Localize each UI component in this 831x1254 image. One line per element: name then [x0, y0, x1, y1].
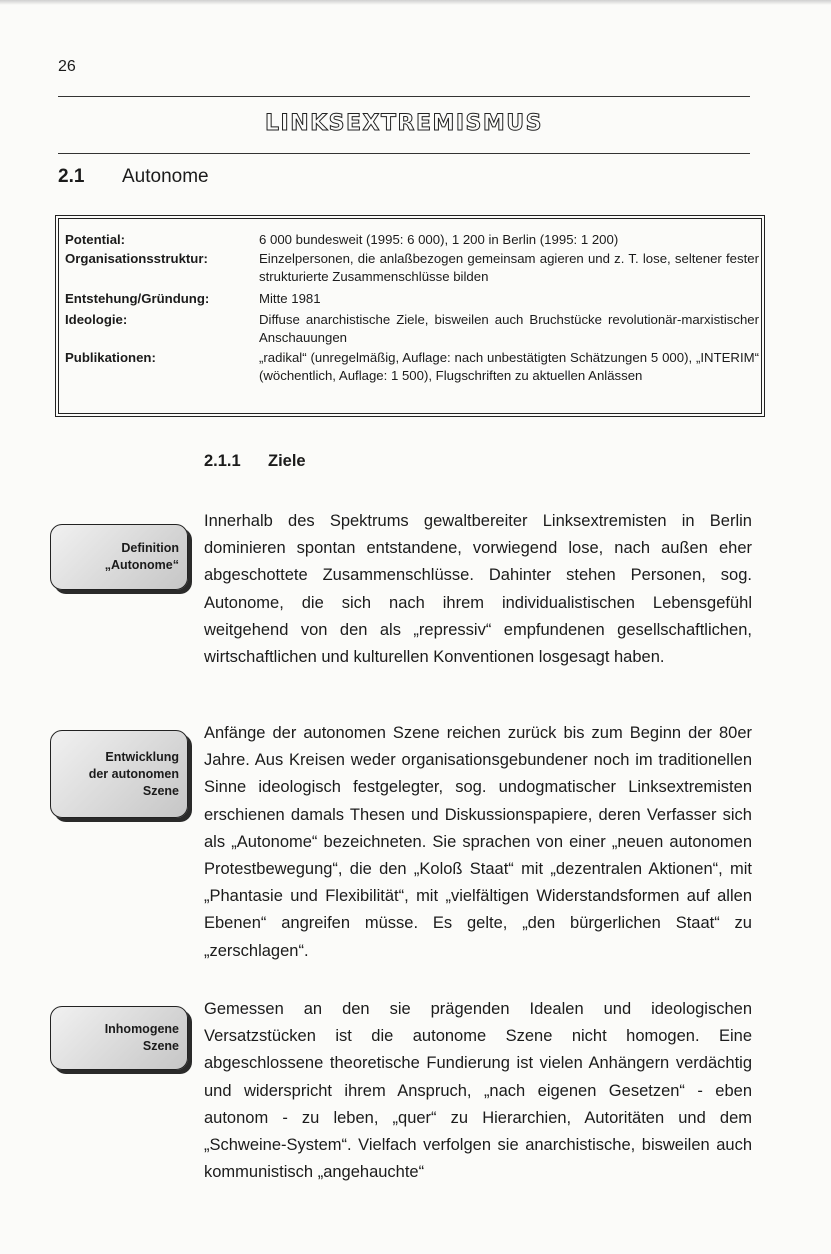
page-top-shade [0, 0, 831, 5]
margin-note-line: Definition [121, 541, 179, 555]
margin-note-line: Inhomogene [104, 1022, 179, 1036]
paragraph-inhomogeneous: Gemessen an den sie prägenden Idealen und ideologischen Versatzstücken ist die autonome Szene nicht homogen. Eine abgeschlossene theoretische Fundierung ist vielen Anhängern verdächtig und widerspricht ihrem Anspruch, „nach eigenen Gesetzen“ - eben autonom - zu leben, „quer“ zu Hierarchien, Autoritäten und dem „Schweine-System“. Vielfach verfolgen sie anarchistische, bisweilen auch kommunistisch „angehauchte“ [204, 1000, 752, 1182]
running-head: LINKSEXTREMISMUS [265, 111, 543, 136]
margin-note-inhomogeneous [50, 1006, 188, 1070]
info-value: 6 000 bundesweit (1995: 6 000), 1 200 in Berlin (1995: 1 200) [259, 232, 619, 247]
section-number: 2.1 [58, 166, 85, 187]
paragraph-definition: Innerhalb des Spektrums gewaltbereiter Linksextremisten in Berlin dominieren spontan entstandene, vorwiegend lose, nach außen eher abgeschottete Zusammenschlüsse. Dahinter stehen Personen, sog. Autonome, die sich nach ihrem individualistischen Lebensgefühl weitgehend von den als „repressiv“ empfundenen gesellschaftlichen, wirtschaftlichen und kulturellen Konventionen losgesagt haben. [204, 512, 752, 667]
margin-note-line: Entwicklung [105, 749, 179, 764]
section-heading [58, 166, 209, 188]
header-rule-top [58, 96, 750, 97]
paragraph-development: Anfänge der autonomen Szene reichen zurück bis zum Beginn der 80er Jahre. Aus Kreisen weder organisationsgebundener noch im traditionellen Sinne ideologisch festgelegter, sog. undogmatischer Linksextremisten erschienen damals Thesen und Diskussionspapiere, deren Verfasser sich als „Autonome“ bezeichneten. Sie sprachen von einer „neuen autonomen Protestbewegung“, die den „Koloß Staat“ mit „dezentralen Aktionen“, mit „Phantasie und Flexibilität“, mit „vielfältigen Widerstandsformen auf allen Ebenen“ angreifen müsse. Es gelte, „den bürgerlichen Staat“ zu „zerschlagen“. [204, 724, 752, 960]
margin-note-line: „Autonome“ [104, 558, 179, 572]
subsection-title: Ziele [268, 452, 306, 470]
margin-note-line: der autonomen [88, 766, 179, 781]
info-value: Einzelpersonen, die anlaßbezogen gemeinsam agieren und z. T. lose, seltener fester strukturierte Zusammenschlüsse bilden [259, 251, 759, 284]
margin-note-development [50, 730, 188, 818]
margin-note-line: Szene [142, 1039, 179, 1053]
header-rule-bottom [58, 153, 750, 154]
info-label: Organisationsstruktur: [65, 251, 208, 266]
info-value: Diffuse anarchistische Ziele, bisweilen auch Bruchstücke revolutionär-marxistischer Anschauungen [259, 312, 759, 345]
page-number: 26 [58, 58, 76, 75]
info-value: Mitte 1981 [259, 291, 321, 306]
margin-note-line: Szene [142, 783, 179, 798]
info-label: Ideologie: [65, 312, 128, 327]
info-label: Potential: [65, 232, 126, 247]
info-label: Entstehung/Gründung: [65, 291, 210, 306]
margin-note-definition [50, 524, 188, 590]
info-label: Publikationen: [65, 350, 156, 365]
subsection-number: 2.1.1 [204, 452, 241, 470]
info-value: „radikal“ (unregelmäßig, Auflage: nach unbestätigten Schätzungen 5 000), „INTERIM“ (wöchentlich, Auflage: 1 500), Flugschriften zu aktuellen Anlässen [259, 350, 759, 383]
info-box [58, 218, 762, 414]
subsection-heading [204, 452, 306, 471]
section-title: Autonome [122, 166, 209, 187]
